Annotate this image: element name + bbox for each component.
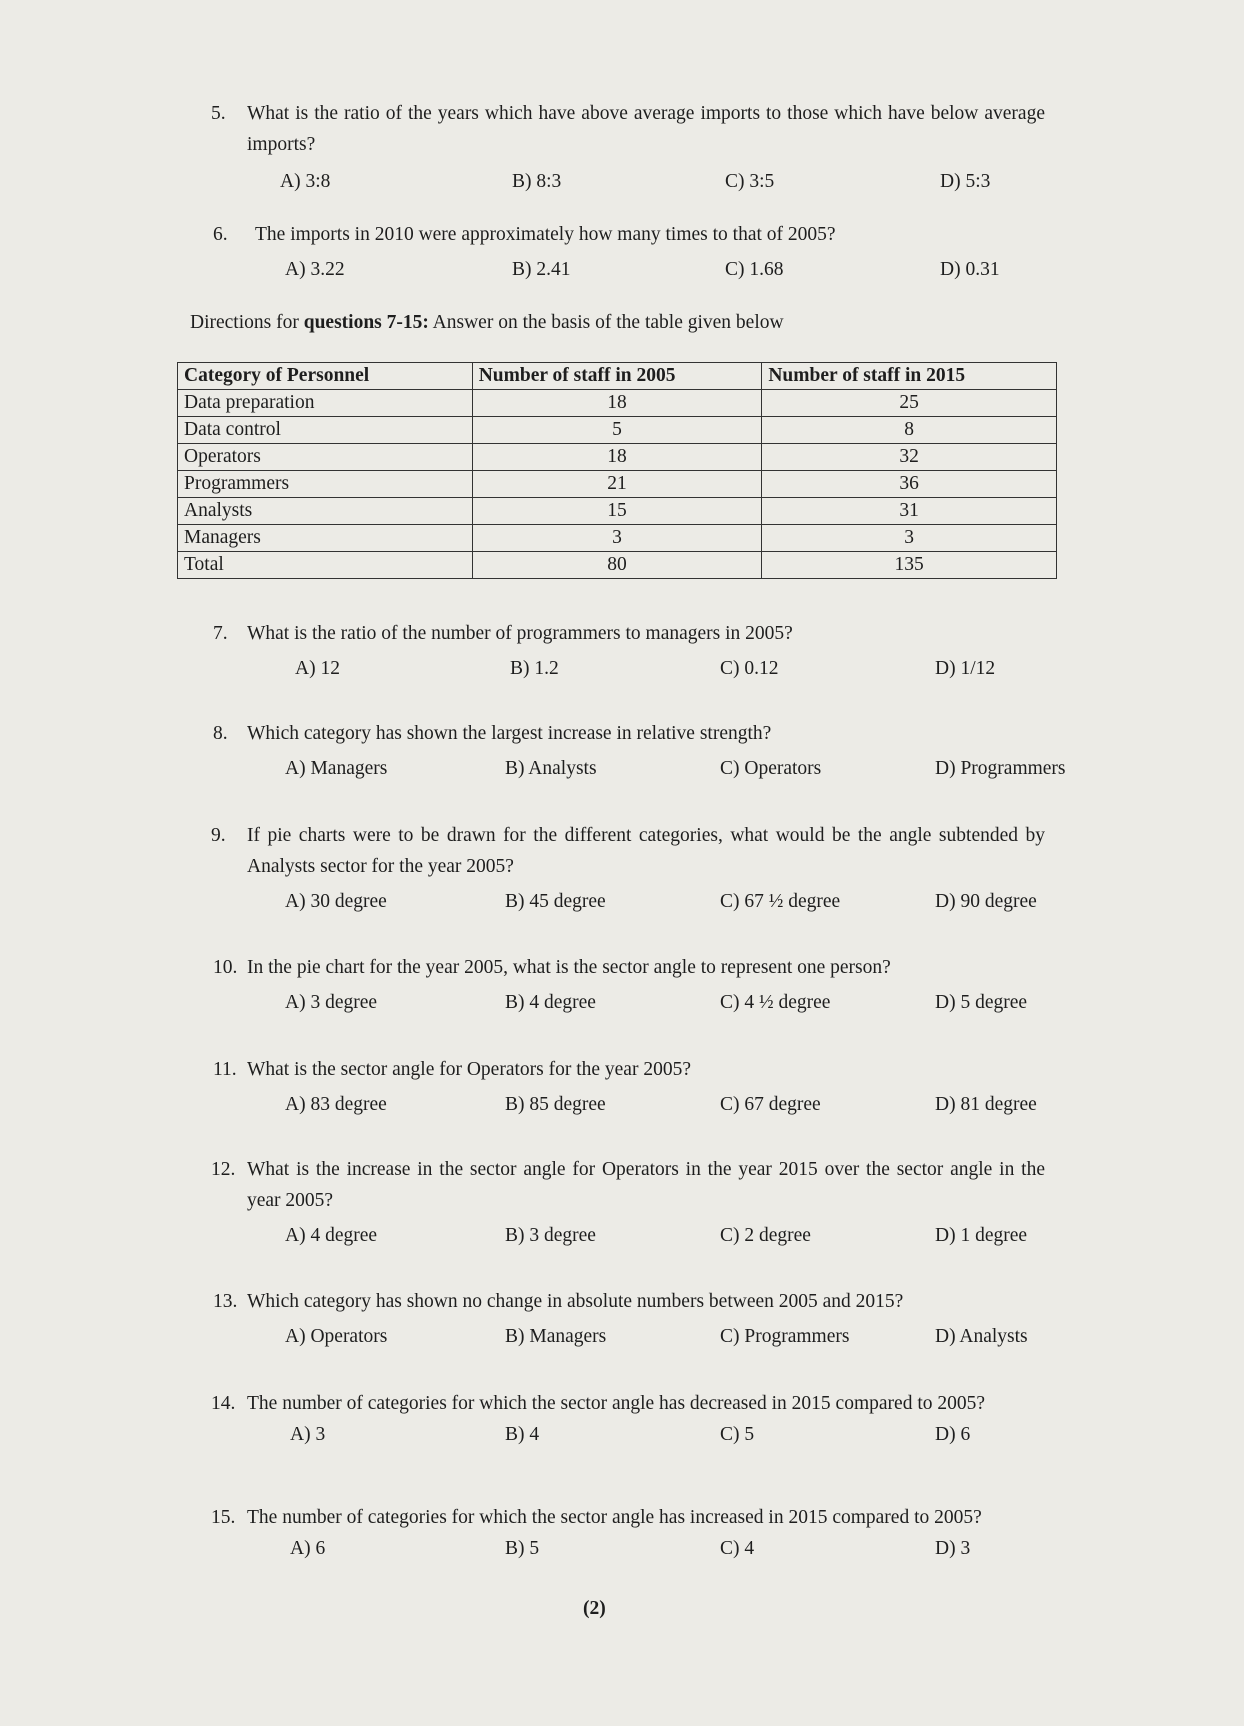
directions-suffix: Answer on the basis of the table given below — [428, 312, 784, 333]
option-c: C) 5 — [720, 1424, 755, 1445]
option-d: D) 5 degree — [935, 992, 1028, 1013]
option-b: B) 1.2 — [510, 658, 559, 679]
question-text: In the pie chart for the year 2005, what is the sector angle to represent one person? — [247, 957, 891, 978]
question-number: 11. — [213, 1059, 237, 1080]
question-text: The imports in 2010 were approximately how many times to that of 2005? — [255, 224, 836, 245]
answer-options — [215, 1089, 1045, 1121]
table-cell: Total — [178, 552, 473, 579]
question-number: 15. — [211, 1507, 236, 1528]
table-cell: 18 — [472, 444, 762, 471]
table-cell: Analysts — [178, 498, 473, 525]
option-d: D) 81 degree — [935, 1094, 1037, 1115]
answer-options — [215, 987, 1045, 1019]
option-c: C) 67 degree — [720, 1094, 821, 1115]
question-number: 9. — [211, 825, 226, 846]
question-7 — [215, 618, 1045, 685]
table-cell: 31 — [762, 498, 1057, 525]
table-row — [178, 498, 1057, 525]
table-header-row — [178, 363, 1057, 390]
table-cell: 25 — [762, 390, 1057, 417]
table-row — [178, 390, 1057, 417]
option-a: A) 3:8 — [280, 171, 331, 192]
answer-options — [215, 653, 1045, 685]
option-a: A) 12 — [295, 658, 340, 679]
answer-options — [215, 1321, 1045, 1353]
table-row-total — [178, 552, 1057, 579]
option-b: B) 3 degree — [505, 1225, 596, 1246]
column-header: Number of staff in 2005 — [472, 363, 762, 390]
question-number: 10. — [213, 957, 238, 978]
option-b: B) 4 — [505, 1424, 540, 1445]
option-a: A) 6 — [290, 1538, 326, 1559]
option-a: A) 3 degree — [285, 992, 378, 1013]
option-b: B) 45 degree — [505, 891, 606, 912]
option-d: D) 90 degree — [935, 891, 1037, 912]
question-text: If pie charts were to be drawn for the different categories, what would be the angle subtended by Analysts sector for the year 2005? — [247, 825, 1045, 877]
table-cell: Operators — [178, 444, 473, 471]
question-5 — [211, 98, 1045, 198]
question-number: 8. — [213, 723, 228, 744]
question-text: What is the sector angle for Operators for the year 2005? — [247, 1059, 691, 1080]
question-text: What is the ratio of the years which have above average imports to those which have below average imports? — [247, 103, 1045, 155]
table-cell: Managers — [178, 525, 473, 552]
question-text: Which category has shown the largest increase in relative strength? — [247, 723, 772, 744]
directions-prefix: Directions for — [190, 312, 304, 333]
question-12 — [211, 1154, 1045, 1252]
question-10 — [215, 952, 1045, 1019]
table-cell: 5 — [472, 417, 762, 444]
column-header: Number of staff in 2015 — [762, 363, 1057, 390]
option-c: C) 4 — [720, 1538, 755, 1559]
table-cell: 135 — [762, 552, 1057, 579]
option-d: D) Programmers — [935, 758, 1066, 779]
option-a: A) 83 degree — [285, 1094, 387, 1115]
option-c: C) 67 ½ degree — [720, 891, 841, 912]
question-number: 6. — [213, 224, 228, 245]
staff-table — [177, 362, 1057, 579]
question-text: The number of categories for which the sector angle has decreased in 2015 compared to 2005? — [247, 1393, 986, 1414]
question-text: Which category has shown no change in absolute numbers between 2005 and 2015? — [247, 1291, 904, 1312]
question-text: The number of categories for which the sector angle has increased in 2015 compared to 2005? — [247, 1507, 982, 1528]
table-row — [178, 417, 1057, 444]
table-cell: Data control — [178, 417, 473, 444]
answer-options — [215, 753, 1066, 785]
option-b: B) 8:3 — [512, 171, 562, 192]
table-cell: 18 — [472, 390, 762, 417]
answer-options — [215, 166, 1045, 198]
option-d: D) 0.31 — [940, 259, 1000, 280]
option-c: C) 1.68 — [725, 259, 784, 280]
option-a: A) 30 degree — [285, 891, 387, 912]
option-a: A) 4 degree — [285, 1225, 378, 1246]
option-b: B) Analysts — [505, 758, 597, 779]
table-cell: 8 — [762, 417, 1057, 444]
option-d: D) Analysts — [935, 1326, 1028, 1347]
answer-options — [215, 1533, 1045, 1565]
option-a: A) Operators — [285, 1326, 388, 1347]
question-text: What is the ratio of the number of programmers to managers in 2005? — [247, 623, 793, 644]
option-b: B) 5 — [505, 1538, 540, 1559]
question-9 — [211, 820, 1045, 918]
table-row — [178, 525, 1057, 552]
table-cell: 80 — [472, 552, 762, 579]
option-a: A) 3.22 — [285, 259, 345, 280]
question-text: What is the increase in the sector angle for Operators in the year 2015 over the sector angle in the year 2005? — [247, 1159, 1045, 1211]
column-header: Category of Personnel — [178, 363, 473, 390]
answer-options — [215, 886, 1045, 918]
question-14 — [211, 1388, 1045, 1451]
option-c: C) 3:5 — [725, 171, 775, 192]
question-11 — [215, 1054, 1045, 1121]
directions-questions-range: questions 7-15: — [303, 312, 429, 333]
option-c: C) Programmers — [720, 1326, 850, 1347]
table-cell: 3 — [762, 525, 1057, 552]
question-number: 14. — [211, 1393, 236, 1414]
table-row — [178, 444, 1057, 471]
question-8 — [213, 718, 1066, 785]
option-d: D) 1 degree — [935, 1225, 1028, 1246]
table-cell: 36 — [762, 471, 1057, 498]
question-number: 13. — [213, 1291, 238, 1312]
question-number: 7. — [213, 623, 228, 644]
directions-text — [190, 312, 784, 334]
option-b: B) Managers — [505, 1326, 607, 1347]
page-number: (2) — [583, 1598, 606, 1619]
answer-options — [215, 1419, 1045, 1451]
option-a: A) Managers — [285, 758, 388, 779]
question-6 — [215, 219, 1045, 286]
question-15 — [211, 1502, 1045, 1565]
answer-options — [215, 254, 1045, 286]
table-cell: Data preparation — [178, 390, 473, 417]
table-cell: 21 — [472, 471, 762, 498]
question-number: 12. — [211, 1159, 236, 1180]
table-row — [178, 471, 1057, 498]
option-d: D) 6 — [935, 1424, 971, 1445]
option-b: B) 4 degree — [505, 992, 596, 1013]
option-d: D) 1/12 — [935, 658, 996, 679]
option-b: B) 2.41 — [512, 259, 571, 280]
answer-options — [215, 1220, 1045, 1252]
option-c: C) 0.12 — [720, 658, 779, 679]
question-number: 5. — [211, 103, 226, 124]
table-cell: Programmers — [178, 471, 473, 498]
question-13 — [215, 1286, 1045, 1353]
option-d: D) 3 — [935, 1538, 971, 1559]
table-cell: 15 — [472, 498, 762, 525]
option-c: C) Operators — [720, 758, 822, 779]
table-cell: 3 — [472, 525, 762, 552]
option-d: D) 5:3 — [940, 171, 991, 192]
option-b: B) 85 degree — [505, 1094, 606, 1115]
option-c: C) 2 degree — [720, 1225, 811, 1246]
option-a: A) 3 — [290, 1424, 326, 1445]
table-cell: 32 — [762, 444, 1057, 471]
option-c: C) 4 ½ degree — [720, 992, 831, 1013]
